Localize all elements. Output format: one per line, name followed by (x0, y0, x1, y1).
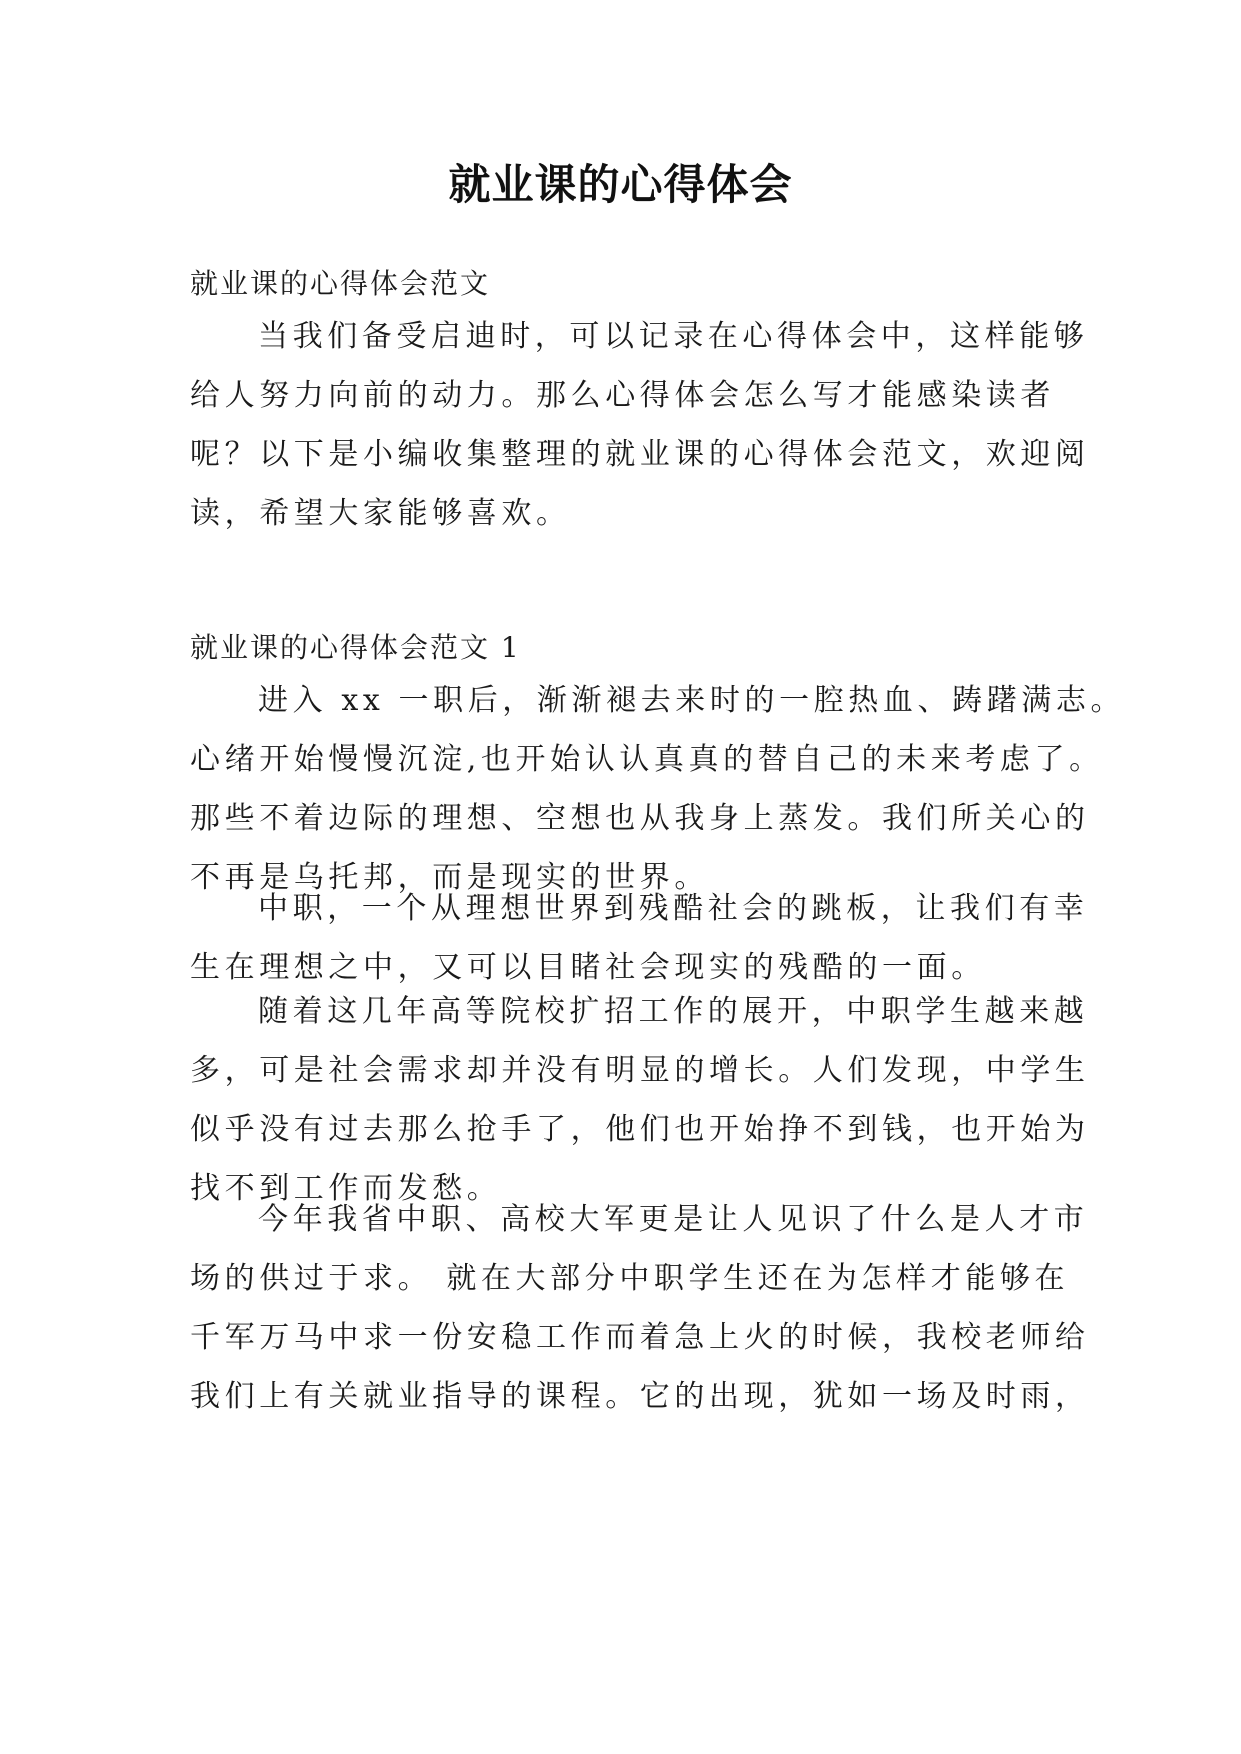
intro-paragraph (190, 307, 1090, 543)
section-1-paragraph-4 (190, 1190, 1090, 1426)
section-1-paragraph-2 (190, 879, 1089, 997)
paragraph-line: 找不到工作而发愁。 (190, 1171, 502, 1206)
paragraph-line: 场的供过于求。 就在大部分中职学生还在为怎样才能够在 (190, 1261, 1070, 1296)
paragraph-line: 今年我省中职、高校大军更是让人见识了什么是人才市 (258, 1202, 1089, 1237)
paragraph-line: 给人努力向前的动力。那么心得体会怎么写才能感染读者 (190, 378, 1055, 413)
paragraph-line: 我们上有关就业指导的课程。它的出现，犹如一场及时雨， (190, 1379, 1090, 1414)
section-1-paragraph-1 (190, 671, 1126, 907)
paragraph-line: 当我们备受启迪时，可以记录在心得体会中，这样能够 (258, 319, 1089, 354)
paragraph-line: 似乎没有过去那么抢手了，他们也开始挣不到钱，也开始为 (190, 1112, 1090, 1147)
paragraph-line: 不再是乌托邦，而是现实的世界。 (190, 860, 709, 895)
paragraph-line: 多，可是社会需求却并没有明显的增长。人们发现，中学生 (190, 1053, 1090, 1088)
paragraph-line: 读，希望大家能够喜欢。 (190, 496, 571, 531)
document-title: 就业课的心得体会 (448, 160, 793, 209)
paragraph-line: 心绪开始慢慢沉淀,也开始认认真真的替自己的未来考虑了。 (190, 742, 1104, 777)
paragraph-line: 中职，一个从理想世界到残酷社会的跳板，让我们有幸 (258, 891, 1089, 926)
paragraph-line: 呢？以下是小编收集整理的就业课的心得体会范文，欢迎阅 (190, 437, 1090, 472)
section-heading-intro: 就业课的心得体会范文 (190, 267, 491, 300)
paragraph-line: 那些不着边际的理想、空想也从我身上蒸发。我们所关心的 (190, 801, 1090, 836)
paragraph-line: 生在理想之中，又可以目睹社会现实的残酷的一面。 (190, 950, 986, 985)
paragraph-line: 千军万马中求一份安稳工作而着急上火的时候，我校老师给 (190, 1320, 1090, 1355)
paragraph-line: 进入 xx 一职后，渐渐褪去来时的一腔热血、踌躇满志。 (258, 683, 1126, 718)
paragraph-line: 随着这几年高等院校扩招工作的展开，中职学生越来越 (258, 994, 1089, 1029)
section-1-paragraph-3 (190, 982, 1090, 1218)
section-heading-1: 就业课的心得体会范文 1 (190, 631, 521, 664)
